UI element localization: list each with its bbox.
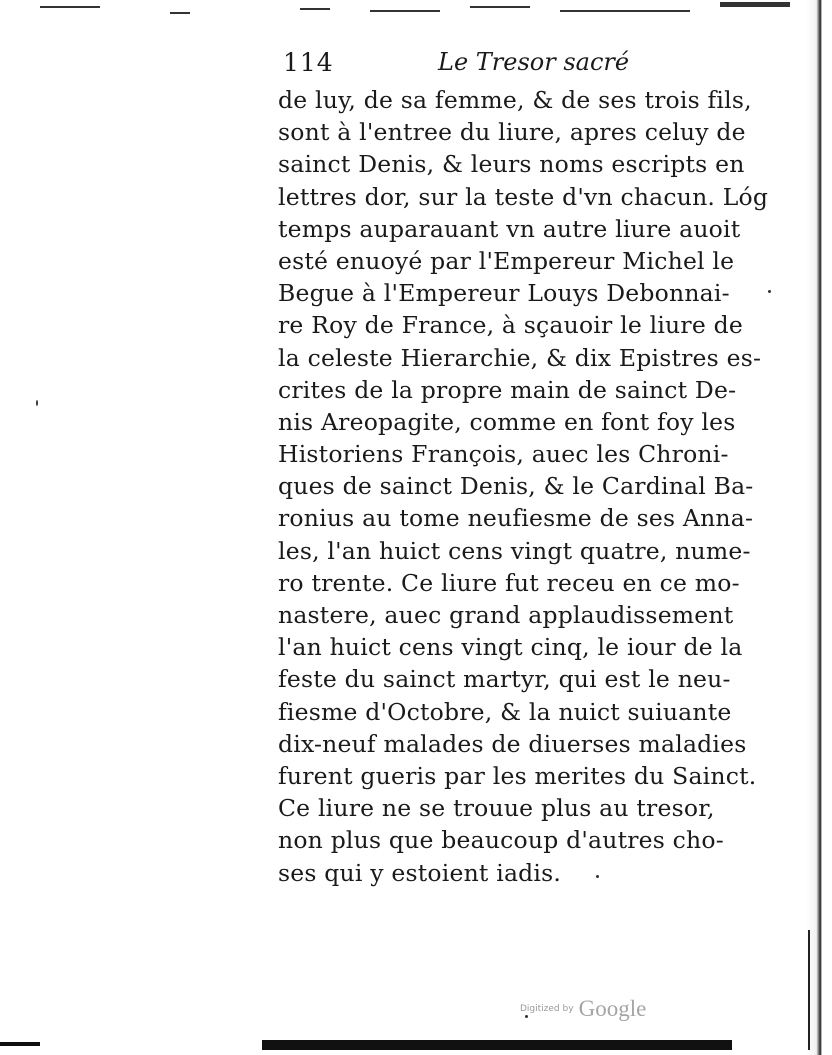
scan-bottom-left-mark [0, 1042, 40, 1046]
text-line: nis Areopagite, comme en font foy les [278, 407, 736, 436]
scan-bottom-edge [262, 1040, 732, 1050]
scan-mark [560, 10, 690, 12]
text-line: dix-neuf malades de diuerses maladies [278, 729, 747, 758]
scan-top-edge [0, 0, 832, 22]
running-head: Le Tresor sacré [438, 48, 630, 76]
text-line: ses qui y estoient iadis. [278, 858, 562, 887]
text-line: l'an huict cens vingt cinq, le iour de la [278, 633, 743, 662]
text-line: re Roy de France, à sçauoir le liure de [278, 311, 743, 340]
text-line: lettres dor, sur la teste d'vn chacun. Lóg [278, 182, 769, 211]
watermark-prefix: Digitized by [520, 1004, 574, 1014]
text-line: Begue à l'Empereur Louys Debonnai- [278, 279, 730, 308]
text-line: esté enuoyé par l'Empereur Michel le [278, 246, 735, 275]
body-text [278, 84, 769, 889]
text-line: ronius au tome neufiesme de ses Anna- [278, 504, 754, 533]
text-line: ro trente. Ce liure fut receu en ce mo- [278, 568, 740, 597]
scan-mark [40, 6, 100, 8]
ink-speck [768, 290, 771, 293]
text-line: non plus que beaucoup d'autres cho- [278, 826, 724, 855]
page-edge-line [808, 930, 810, 1050]
text-line: de luy, de sa femme, & de ses trois fils, [278, 86, 752, 114]
text-line: temps auparauant vn autre liure auoit [278, 214, 741, 243]
text-line: feste du sainct martyr, qui est le neu- [278, 665, 731, 694]
page-gutter-shadow [806, 0, 832, 1055]
text-line: ques de sainct Denis, & le Cardinal Ba- [278, 472, 754, 501]
ink-speck [596, 875, 599, 878]
text-line: fiesme d'Octobre, & la nuict suiuante [278, 697, 732, 726]
ink-speck [36, 400, 38, 406]
text-line: Ce liure ne se trouue plus au tresor, [278, 794, 715, 823]
scan-mark [470, 6, 530, 8]
scan-mark [170, 12, 190, 14]
page-header [283, 48, 630, 86]
text-line: furent gueris par les merites du Sainct. [278, 761, 757, 790]
scan-mark [370, 10, 440, 12]
google-logo: Google [578, 996, 647, 1021]
text-line: sont à l'entree du liure, apres celuy de [278, 118, 746, 147]
text-line: les, l'an huict cens vingt quatre, nume- [278, 536, 751, 565]
text-line: crites de la propre main de sainct De- [278, 375, 737, 404]
text-line: la celeste Hierarchie, & dix Epistres es- [278, 343, 762, 372]
scan-mark [720, 2, 790, 7]
text-line: nastere, auec grand applaudissement [278, 601, 734, 629]
page-number: 114 [283, 48, 334, 77]
text-line: sainct Denis, & leurs noms escripts en [278, 150, 745, 179]
text-line: Historiens François, auec les Chroni- [278, 440, 729, 469]
scan-mark [300, 8, 330, 10]
digitized-watermark [520, 996, 646, 1026]
